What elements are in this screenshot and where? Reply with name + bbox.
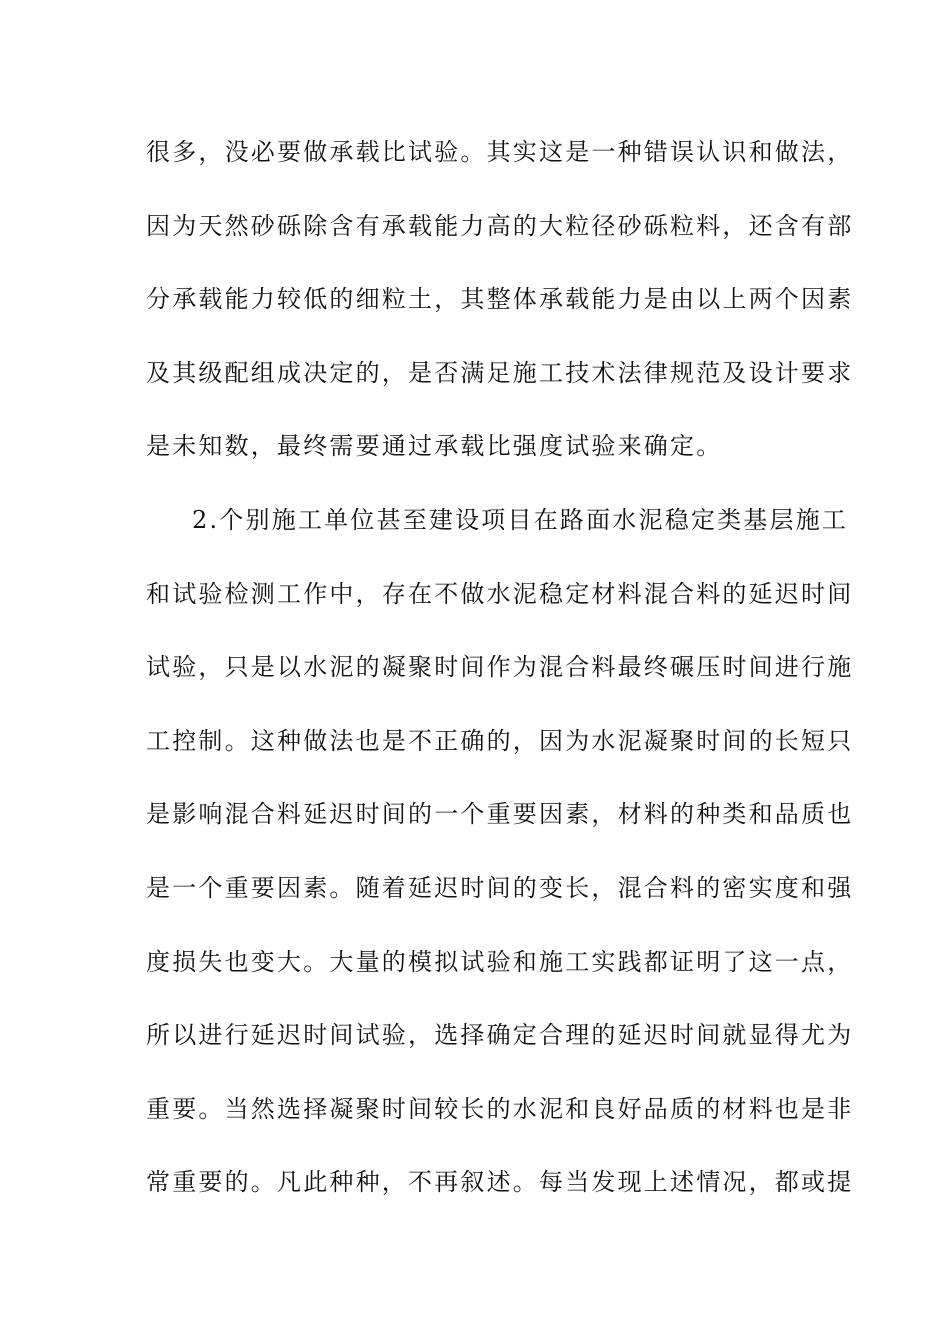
text-line: 常重要的。凡此种种，不再叙述。每当发现上述情况，都或提 bbox=[146, 1168, 854, 1197]
text-line: 是影响混合料延迟时间的一个重要因素，材料的种类和品质也 bbox=[146, 800, 854, 829]
text-line: 因为天然砂砾除含有承载能力高的大粒径砂砾粒料，还含有部 bbox=[146, 211, 854, 240]
text-line: 试验，只是以水泥的凝聚时间作为混合料最终碾压时间进行施 bbox=[146, 653, 854, 682]
text-line: 重要。当然选择凝聚时间较长的水泥和良好品质的材料也是非 bbox=[146, 1094, 854, 1123]
text-line: 是一个重要因素。随着延迟时间的变长，混合料的密实度和强 bbox=[146, 873, 854, 902]
text-line: 很多，没必要做承载比试验。其实这是一种错误认识和做法， bbox=[146, 138, 854, 166]
text-line: 分承载能力较低的细粒土，其整体承载能力是由以上两个因素 bbox=[146, 285, 854, 314]
document-body bbox=[146, 126, 854, 1230]
paragraph-start-line: 2.个别施工单位甚至建设项目在路面水泥稳定类基层施工 bbox=[192, 505, 849, 534]
text-line: 和试验检测工作中，存在不做水泥稳定材料混合料的延迟时间 bbox=[146, 579, 854, 608]
text-line: 工控制。这种做法也是不正确的，因为水泥凝聚时间的长短只 bbox=[146, 726, 854, 755]
text-line: 度损失也变大。大量的模拟试验和施工实践都证明了这一点， bbox=[146, 947, 854, 976]
text-line: 所以进行延迟时间试验，选择确定合理的延迟时间就显得尤为 bbox=[146, 1021, 854, 1050]
text-line: 及其级配组成决定的，是否满足施工技术法律规范及设计要求 bbox=[146, 358, 854, 387]
text-line: 是未知数，最终需要通过承载比强度试验来确定。 bbox=[146, 432, 723, 461]
